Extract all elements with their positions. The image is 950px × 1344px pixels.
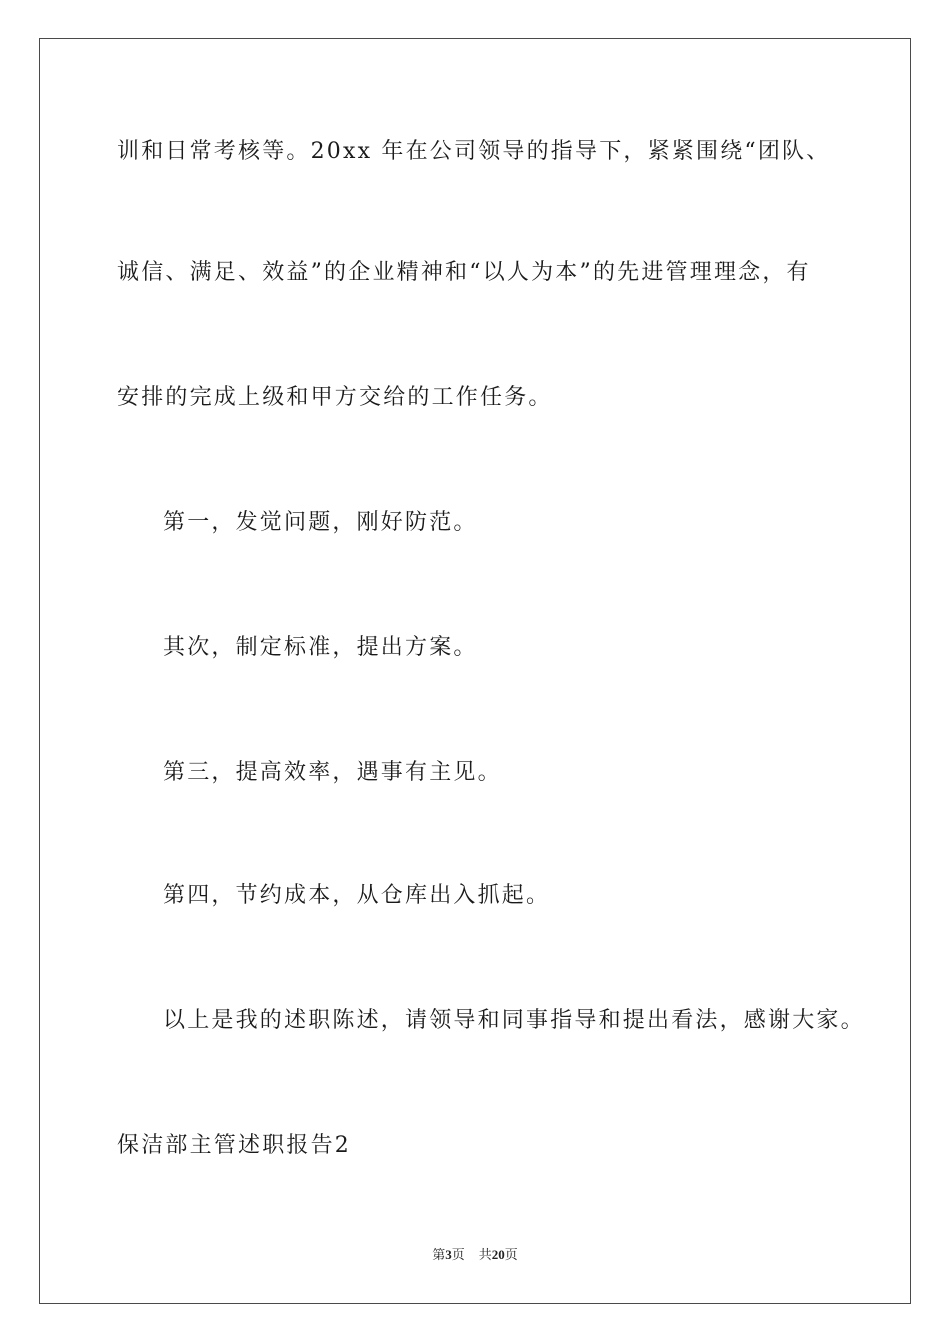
list-item-fourth: 第四，节约成本，从仓库出入抓起。: [163, 883, 551, 908]
body-text-line-3: 安排的完成上级和甲方交给的工作任务。: [117, 385, 553, 410]
page-current: 3: [445, 1247, 452, 1262]
page-suffix: 页: [451, 1247, 465, 1262]
list-item-second: 其次，制定标准，提出方案。: [163, 635, 478, 660]
page-border: [39, 38, 911, 1304]
body-text-line-2: 诚信、满足、效益”的企业精神和“以人为本”的先进管理理念，有: [117, 260, 811, 285]
total-prefix: 共: [478, 1247, 492, 1262]
list-item-first: 第一，发觉问题，刚好防范。: [163, 510, 478, 535]
page-total: 20: [491, 1247, 505, 1262]
page-footer: [0, 1246, 950, 1264]
page-prefix: 第: [432, 1247, 446, 1262]
section-heading: 保洁部主管述职报告2: [117, 1133, 351, 1158]
list-item-third: 第三，提高效率，遇事有主见。: [163, 760, 502, 785]
body-text-line-1: 训和日常考核等。20xx 年在公司领导的指导下，紧紧围绕“团队、: [117, 139, 831, 164]
total-suffix: 页: [504, 1247, 518, 1262]
closing-paragraph: 以上是我的述职陈述，请领导和同事指导和提出看法，感谢大家。: [163, 1008, 865, 1033]
